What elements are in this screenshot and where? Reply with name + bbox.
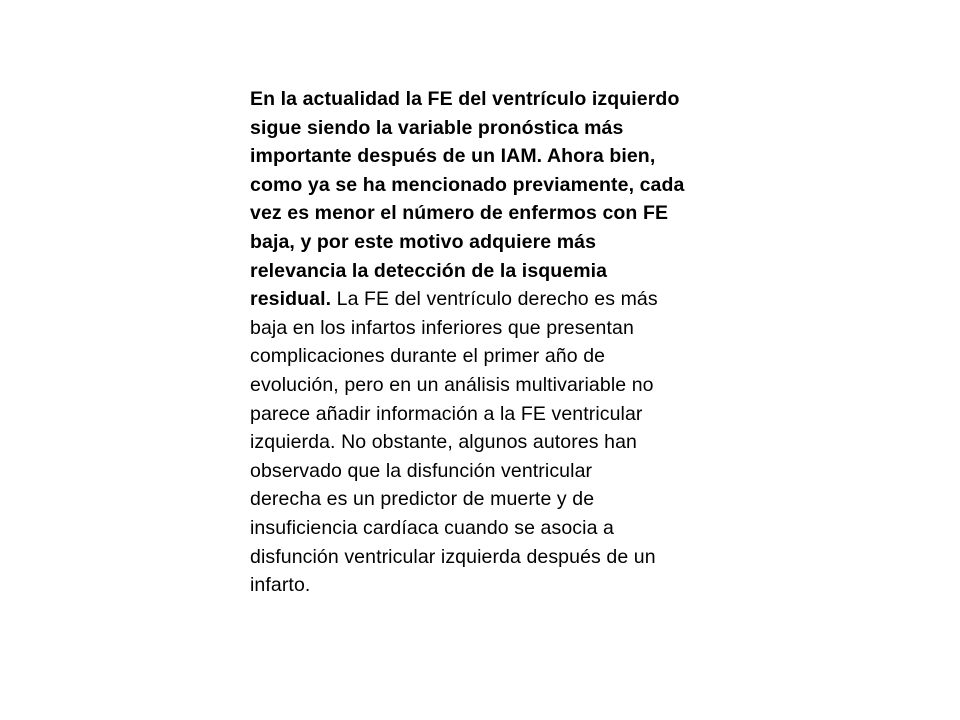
text-line: [250, 142, 720, 171]
regular-text: observado que la disfunción ventricular: [250, 459, 593, 482]
bold-text: baja, y por este motivo adquiere más: [250, 230, 597, 253]
regular-text: evolución, pero en un análisis multivariable no: [250, 373, 654, 396]
bold-text: como ya se ha mencionado previamente, cada: [250, 173, 685, 196]
text-line: [250, 342, 720, 371]
text-line: [250, 400, 720, 429]
text-line: [250, 285, 720, 314]
text-line: [250, 457, 720, 486]
text-line: [250, 543, 720, 572]
regular-text: parece añadir información a la FE ventricular: [250, 402, 643, 425]
bold-text: residual.: [250, 288, 332, 311]
body-paragraph: [250, 85, 720, 600]
text-line: [250, 199, 720, 228]
text-line: [250, 371, 720, 400]
regular-text: complicaciones durante el primer año de: [250, 345, 606, 368]
regular-text: infarto.: [250, 574, 311, 597]
bold-text: vez es menor el número de enfermos con FE: [250, 202, 669, 225]
text-line: [250, 314, 720, 343]
regular-text: La FE del ventrículo derecho es más: [331, 288, 658, 311]
bold-text: En la actualidad la FE del ventrículo izquierdo: [250, 88, 680, 110]
text-line: [250, 257, 720, 286]
text-line: [250, 485, 720, 514]
text-line: [250, 114, 720, 143]
regular-text: insuficiencia cardíaca cuando se asocia a: [250, 516, 614, 539]
text-line: [250, 171, 720, 200]
bold-text: relevancia la detección de la isquemia: [250, 259, 608, 282]
text-line: [250, 85, 720, 114]
text-line: [250, 514, 720, 543]
bold-text: sigue siendo la variable pronóstica más: [250, 116, 624, 139]
regular-text: disfunción ventricular izquierda después de un: [250, 545, 656, 568]
regular-text: izquierda. No obstante, algunos autores han: [250, 431, 637, 454]
bold-text: importante después de un IAM. Ahora bien,: [250, 145, 656, 168]
text-line: [250, 571, 720, 600]
regular-text: baja en los infartos inferiores que presentan: [250, 316, 634, 339]
text-line: [250, 228, 720, 257]
regular-text: derecha es un predictor de muerte y de: [250, 488, 595, 511]
text-line: [250, 428, 720, 457]
